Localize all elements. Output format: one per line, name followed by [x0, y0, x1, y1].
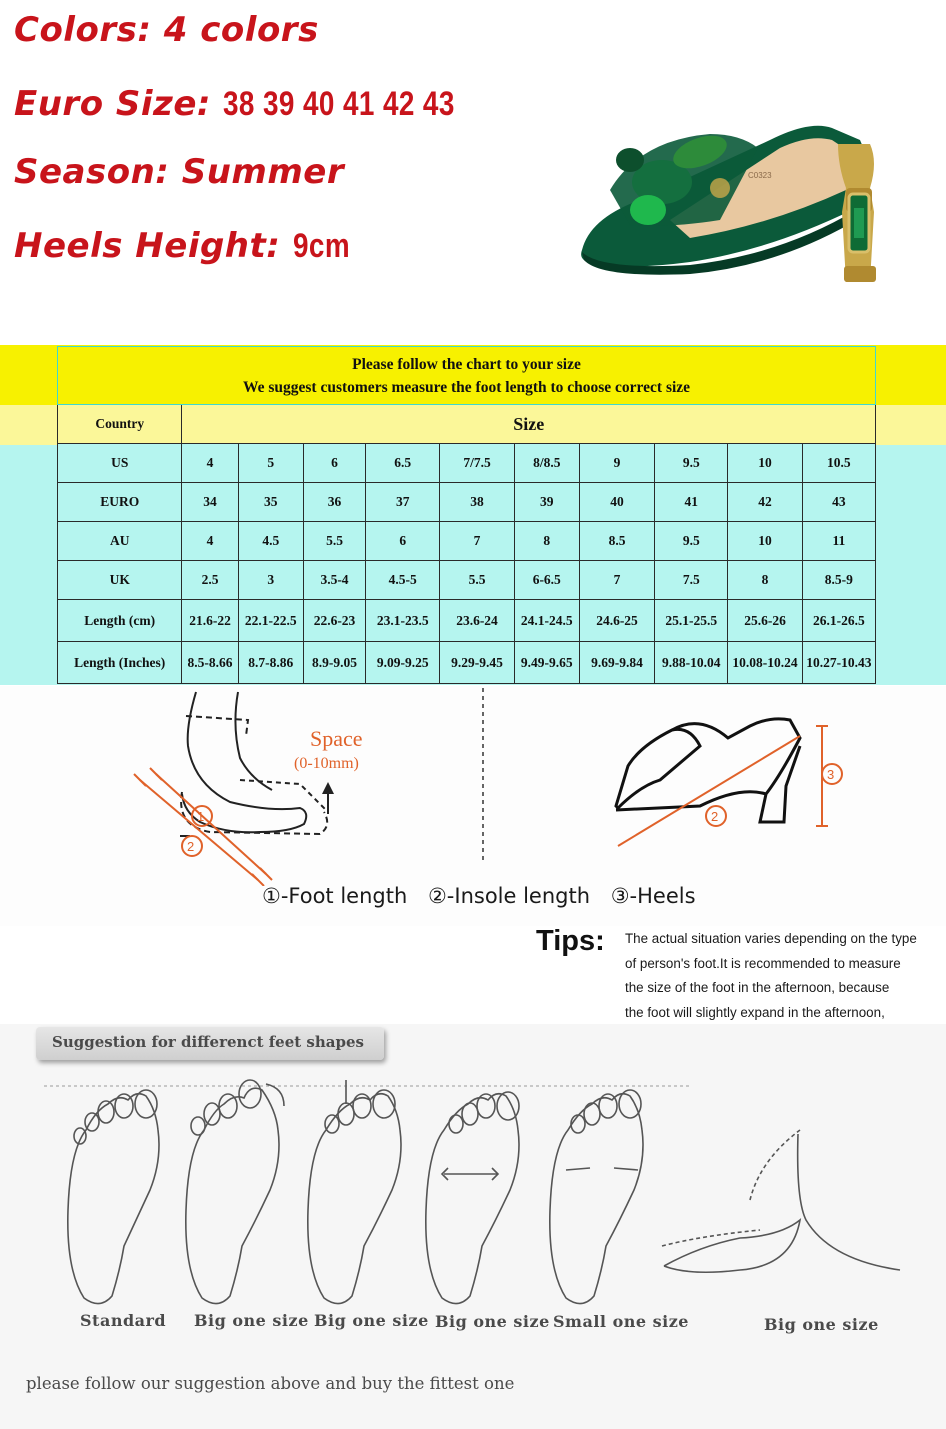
space-label: Space — [310, 726, 363, 751]
size-chart-cell: 35 — [238, 483, 303, 522]
size-chart-cell: 8 — [728, 561, 802, 600]
size-chart-title-line2: We suggest customers measure the foot length to choose correct size — [242, 378, 691, 396]
size-chart-row — [58, 561, 876, 600]
spec-heels-value: 9cm — [292, 227, 350, 265]
size-chart-cell: 8.5-9 — [802, 561, 875, 600]
size-chart-cell: 8/8.5 — [514, 444, 579, 483]
size-chart-cell: 25.1-25.5 — [655, 600, 728, 642]
size-chart-cell: 9 — [579, 444, 654, 483]
insole-print: C0323 — [748, 171, 772, 180]
size-chart-cell: 5 — [238, 444, 303, 483]
size-chart-cell: 24.6-25 — [579, 600, 654, 642]
size-header: Size — [182, 405, 876, 444]
size-chart-cell: 8.7-8.86 — [238, 642, 303, 684]
marker-heels: 3 — [827, 767, 835, 782]
size-chart-row — [58, 522, 876, 561]
foot-label-big-one-size: Big one size — [764, 1315, 879, 1334]
spec-colors — [14, 10, 319, 50]
size-chart-cell: 42 — [728, 483, 802, 522]
size-chart-cell: 7/7.5 — [440, 444, 514, 483]
size-chart-title-line1: Please follow the chart to your size — [352, 355, 581, 373]
foot-label-big-one-size: Big one size — [194, 1311, 309, 1330]
size-chart-table — [57, 346, 876, 684]
size-chart-cell: 8.5-8.66 — [182, 642, 238, 684]
size-chart-cell: 10 — [728, 522, 802, 561]
size-chart-cell: 39 — [514, 483, 579, 522]
legend-foot-length: ①-Foot length — [262, 884, 408, 908]
size-chart-cell: 4 — [182, 444, 238, 483]
size-chart-row — [58, 600, 876, 642]
size-chart-cell: 10.27-10.43 — [802, 642, 875, 684]
size-chart-cell: 10.5 — [802, 444, 875, 483]
size-chart-cell: 4 — [182, 522, 238, 561]
feet-shapes-banner-text: Suggestion for differenct feet shapes — [52, 1033, 364, 1051]
legend-heels: ③-Heels — [610, 884, 696, 908]
spec-euro-value: 38 39 40 41 42 43 — [223, 85, 456, 123]
size-chart-cell: 7 — [440, 522, 514, 561]
size-chart-country-cell: US — [58, 444, 182, 483]
tips-label: Tips: — [536, 925, 605, 957]
size-chart-cell: 10.08-10.24 — [728, 642, 802, 684]
size-chart-cell: 6 — [366, 522, 440, 561]
size-chart-cell: 38 — [440, 483, 514, 522]
size-chart-cell: 7.5 — [655, 561, 728, 600]
size-chart-cell: 3 — [238, 561, 303, 600]
size-chart-cell: 40 — [579, 483, 654, 522]
size-chart-row — [58, 444, 876, 483]
size-chart-cell: 9.49-9.65 — [514, 642, 579, 684]
size-chart-row — [58, 642, 876, 684]
size-chart-cell: 10 — [728, 444, 802, 483]
spec-season-label: Season: — [14, 152, 170, 192]
foot-label-big-one-size: Big one size — [314, 1311, 429, 1330]
marker-insole-length: 2 — [711, 809, 719, 824]
size-chart-cell: 2.5 — [182, 561, 238, 600]
size-chart-cell: 41 — [655, 483, 728, 522]
spec-season — [14, 152, 344, 192]
spec-euro-label: Euro Size: — [14, 84, 211, 124]
size-chart-cell: 9.29-9.45 — [440, 642, 514, 684]
size-chart-country-cell: EURO — [58, 483, 182, 522]
product-shoe-image — [570, 100, 940, 300]
tips-line: The actual situation varies depending on the type — [625, 931, 917, 946]
measure-legend — [262, 884, 710, 908]
spec-colors-label: Colors: — [14, 10, 152, 50]
size-chart-row — [58, 483, 876, 522]
country-header: Country — [58, 405, 182, 444]
size-chart-cell: 43 — [802, 483, 875, 522]
size-chart-cell: 22.1-22.5 — [238, 600, 303, 642]
size-chart-country-cell: Length (cm) — [58, 600, 182, 642]
size-chart-cell: 5.5 — [440, 561, 514, 600]
spec-heels-height — [14, 226, 362, 266]
size-chart-cell: 4.5 — [238, 522, 303, 561]
size-chart-cell: 24.1-24.5 — [514, 600, 579, 642]
size-chart-cell: 9.5 — [655, 444, 728, 483]
size-chart-cell: 7 — [579, 561, 654, 600]
size-chart-country-cell: UK — [58, 561, 182, 600]
size-chart-cell: 26.1-26.5 — [802, 600, 875, 642]
size-chart-country-cell: Length (Inches) — [58, 642, 182, 684]
size-chart-cell: 9.09-9.25 — [366, 642, 440, 684]
size-chart-cell: 5.5 — [303, 522, 365, 561]
feet-shapes-illustration — [0, 1070, 946, 1350]
tips-line: the foot will slightly expand in the afternoon, — [625, 1004, 885, 1020]
size-chart-cell: 8 — [514, 522, 579, 561]
marker-insole-length-left: 2 — [187, 839, 195, 854]
spec-season-value: Summer — [181, 152, 345, 192]
size-chart-cell: 34 — [182, 483, 238, 522]
feet-shapes-banner — [36, 1027, 384, 1060]
spec-heels-label: Heels Height: — [14, 226, 281, 266]
size-chart-cell: 25.6-26 — [728, 600, 802, 642]
size-chart-cell: 36 — [303, 483, 365, 522]
measure-diagram — [0, 686, 946, 886]
foot-label-small-one-size: Small one size — [553, 1312, 689, 1331]
size-chart-cell: 3.5-4 — [303, 561, 365, 600]
size-chart-cell: 6-6.5 — [514, 561, 579, 600]
size-chart-cell: 23.6-24 — [440, 600, 514, 642]
spec-euro-size — [14, 84, 506, 124]
foot-label-big-one-size: Big one size — [435, 1312, 550, 1331]
size-chart-cell: 23.1-23.5 — [366, 600, 440, 642]
size-chart-country-cell: AU — [58, 522, 182, 561]
size-chart-cell: 4.5-5 — [366, 561, 440, 600]
size-chart-cell: 6.5 — [366, 444, 440, 483]
legend-insole-length: ②-Insole length — [427, 884, 591, 908]
foot-label-standard: Standard — [80, 1311, 167, 1330]
size-chart-cell: 8.9-9.05 — [303, 642, 365, 684]
tips-line: the size of the foot in the afternoon, because — [625, 980, 890, 996]
spec-colors-value: 4 colors — [163, 10, 319, 50]
size-chart-cell: 11 — [802, 522, 875, 561]
size-chart-cell: 9.69-9.84 — [579, 642, 654, 684]
size-chart-cell: 22.6-23 — [303, 600, 365, 642]
tips-line: of person's foot.It is recommended to measure — [625, 955, 901, 971]
size-chart-cell: 21.6-22 — [182, 600, 238, 642]
size-chart-cell: 8.5 — [579, 522, 654, 561]
size-chart-cell: 9.88-10.04 — [655, 642, 728, 684]
space-range: (0-10mm) — [294, 755, 359, 772]
marker-foot-length: 1 — [197, 809, 205, 824]
size-chart-cell: 9.5 — [655, 522, 728, 561]
footer-note: please follow our suggestion above and buy the fittest one — [26, 1374, 515, 1393]
size-chart-cell: 6 — [303, 444, 365, 483]
size-chart-cell: 37 — [366, 483, 440, 522]
size-chart-title — [58, 347, 876, 405]
